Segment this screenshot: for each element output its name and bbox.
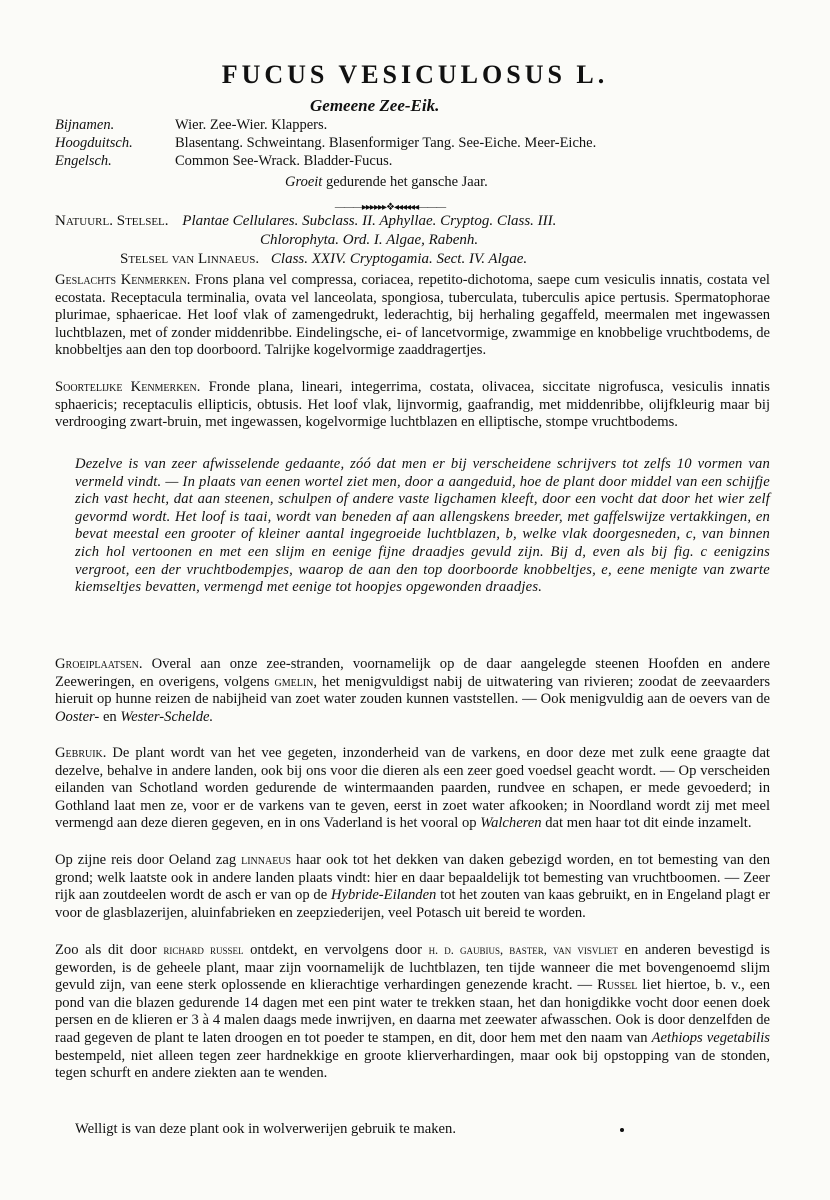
habitat-and: en xyxy=(102,708,117,725)
place-name: Walcheren xyxy=(480,815,542,832)
page-title: FUCUS VESICULOSUS L. xyxy=(221,60,609,89)
para2-text-a: Op zijne reis door Oeland zag xyxy=(55,852,237,868)
system-line-1 xyxy=(55,213,556,230)
para3-text-d: liet hiertoe, b. v., een pond van die blazen gedurende 14 dagen met een pint water te trekken staan, het dan honigdikke vocht door eenen doek persen en de klieren er 3 à 4 malen daags mede inwrijven, en daarna met zeewater afwasschen. Ook is door denzelfden de raad gegeven de plant te laten droogen en tot poeder te stampen, en dit, door hem met den naam van xyxy=(55,977,771,1046)
use-text-a: De plant wordt van het vee gegeten, inzonderheid van de varkens, en door deze met zulk eene graagte dat dezelve, behalve in andere landen, ook bij ons voor die dieren als een zeer goed voedsel geacht wordt. — Op verscheiden eilanden van Schotland worden gedurende de wintermaanden paarden, rundvee en schapen, er mede gevoederd; in Gothland laat men ze, voor er de varkens van te geven, eerst in zoet water afkooken; in Noordland wordt zij met meel vermengd aan deze dieren gegeven, en in ons Vaderland is het vooral op xyxy=(55,745,770,832)
ink-speck xyxy=(620,1128,624,1132)
author-name: linnaeus xyxy=(241,852,292,868)
author-name: richard russel xyxy=(163,943,244,957)
use-paragraph-3 xyxy=(55,942,770,1083)
use-label: Gebruik. xyxy=(55,745,107,761)
para2-text-b: haar ook tot het dekken van daken gebezigd worden, en tot bemesting van den grond; welk laatste ook in andere landen plaats vindt: hier en daar bepaaldelijk tot bemesting van vruchtboomen. — Zeer rijk aan zoutdeelen wordt de asch er van op de xyxy=(55,852,771,904)
names-label: Engelsch. xyxy=(55,153,112,169)
names-value: Wier. Zee-Wier. Klappers. xyxy=(175,117,328,133)
growth-line xyxy=(285,174,488,191)
para3-text-a: Zoo als dit door xyxy=(55,942,157,958)
species-label: Soortelijke Kenmerken. xyxy=(55,379,201,395)
para3-text-c: en anderen bevestigd is geworden, is de geheele plant, maar zijn voornamelijk de luchtblazen, ten tijde wanneer die met bovengenoemd slijm gevuld zijn, van eene sterk oplossende en klierachtige verhardingen genezende kracht. — xyxy=(55,942,770,994)
author-name: gmelin xyxy=(274,673,314,690)
system-line-2 xyxy=(260,232,478,249)
natural-system-label: Natuurl. Stelsel. xyxy=(55,213,169,229)
place-name: Wester-Schelde. xyxy=(120,708,214,725)
ornament-divider: ———▸▸▸▸▸▸❖◂◂◂◂◂◂——— xyxy=(334,202,446,213)
habitat-label: Groeiplaatsen. xyxy=(55,656,143,672)
names-value: Blasentang. Schweintang. Blasenformiger Tang. See-Eiche. Meer-Eiche. xyxy=(175,135,597,151)
system-line-3 xyxy=(120,251,527,268)
author-names: h. d. gaubius, baster, van visvliet xyxy=(428,943,618,957)
place-name: Ooster- xyxy=(55,708,100,725)
names-label: Bijnamen. xyxy=(55,117,115,133)
remedy-name: Aethiops vegetabilis xyxy=(651,1029,770,1046)
natural-system-order: Chlorophyta. Ord. I. Algae, Rabenh. xyxy=(260,232,479,248)
use-paragraph xyxy=(55,745,770,833)
genus-label: Geslachts Kenmerken. xyxy=(55,272,191,288)
para3-text-e: bestempeld, niet alleen tegen zeer hardnekkige en groote klierverhardingen, maar ook bij opstopping van de stonden, tegen schurft en andere ziekten aan te wenden. xyxy=(55,1047,770,1082)
species-characters xyxy=(55,379,770,432)
para2-text-c: tot het zouten van kaas gebruikt, en in Engeland plagt er voor de glasblazerijen, aluinfabrieken en zeepziederijen, veel Potasch uit bereid te worden. xyxy=(55,887,770,921)
page-subtitle: Gemeene Zee-Eik. xyxy=(310,96,440,115)
use-paragraph-2 xyxy=(55,852,770,922)
linnaeus-system-label: Stelsel van Linnaeus. xyxy=(120,251,260,267)
place-name: Hybride-Eilanden xyxy=(330,887,437,904)
habitat-paragraph xyxy=(55,656,770,726)
names-label: Hoogduitsch. xyxy=(55,135,133,151)
genus-text: Frons plana vel compressa, coriacea, repetito-dichotoma, saepe cum vesiculis innatis, costata vel ecostata. Receptacula terminalia, ovata vel lanceolata, spongiosa, tuberculata, tuberculis apice pertusis. Spermatophorae plurimae, sphaericae. Het loof vlak of zamengedrukt, lederachtig, bij herhaling gegaffeld, meermalen met ingewassen luchtblazen, met of zonder middenribbe. Eindelingsche, ei- of lancetvormige, zwammige en knobbelige vruchtbodems, de knobbeltjes aan den top doorboord. Talrijke kogelvormige zaaddragertjes. xyxy=(55,272,770,359)
species-text: Fronde plana, lineari, integerrima, costata, olivacea, siccitate nigrofusca, vesiculis innatis sphaericis; receptaculis ellipticis, obtusis. Het loof vlak, lijnvormig, gaafrandig, met middenribbe, olijfkleurig maar bij verdrooging zwart-bruin, met ingewassen, kogelvormige luchtblazen en elliptische, stompe vruchtbodems. xyxy=(55,379,770,431)
use-text-b: dat men haar tot dit einde inzamelt. xyxy=(545,815,752,832)
closing-line: Welligt is van deze plant ook in wolverwerijen gebruik te maken. xyxy=(75,1121,456,1137)
author-name: Russel xyxy=(597,977,638,994)
natural-system-text: Plantae Cellulares. Subclass. II. Aphyllae. Cryptog. Class. III. xyxy=(182,213,557,229)
genus-characters xyxy=(55,272,770,360)
growth-text: gedurende het gansche Jaar. xyxy=(325,174,488,190)
para3-text-b: ontdekt, en vervolgens door xyxy=(250,942,422,958)
linnaeus-system-text: Class. XXIV. Cryptogamia. Sect. IV. Algae. xyxy=(270,251,528,267)
habitat-text-b: , het menigvuldigst nabij de uitwatering van rivieren; zoodat de zeevaarders hieruit op hunne reizen de nabijheid van zoet water zouden kunnen vaststellen. — Ook menigvuldig aan de oevers van de xyxy=(55,673,770,708)
names-value: Common See-Wrack. Bladder-Fucus. xyxy=(175,153,393,169)
habitat-text-a: Overal aan onze zee-stranden, voornamelijk op de daar aangelegde steenen Hoofden en andere Zeeweringen, en overigens, volgens xyxy=(55,656,770,690)
plant-description: Dezelve is van zeer afwisselende gedaante, zóó dat men er bij verscheidene schrijvers tot zelfs 10 vormen van vermeld vindt. — In plaats van eenen wortel ziet men, door a aangeduid, hoe de plant door middel van een schijfje zich vast hecht, dat aan steenen, schulpen of andere vaste ligchamen kleeft, door een vocht dat door het wier zelf gevormd wordt. Het loof is taai, wordt van beneden af aan allengskens breeder, met gaffelswijze vertakkingen, en bevat meestal een grooter of kleiner aantal ingegroeide luchtblazen, b, welke vlak doorgesneden, c, van binnen zich hol vertoonen en met een slijm en eenige fijne draadjes gevuld zijn. Bij d, even als bij fig. c eenigzins vergroot, een der vruchtbodempjes, waarop de aan den top doorboorde knobbeltjes, e, eene menigte van zwarte kiemseltjes bevatten, vermengd met eenige tot hoopjes opgewonden draadjes. xyxy=(75,456,770,596)
growth-italic: Groeit xyxy=(285,174,323,190)
